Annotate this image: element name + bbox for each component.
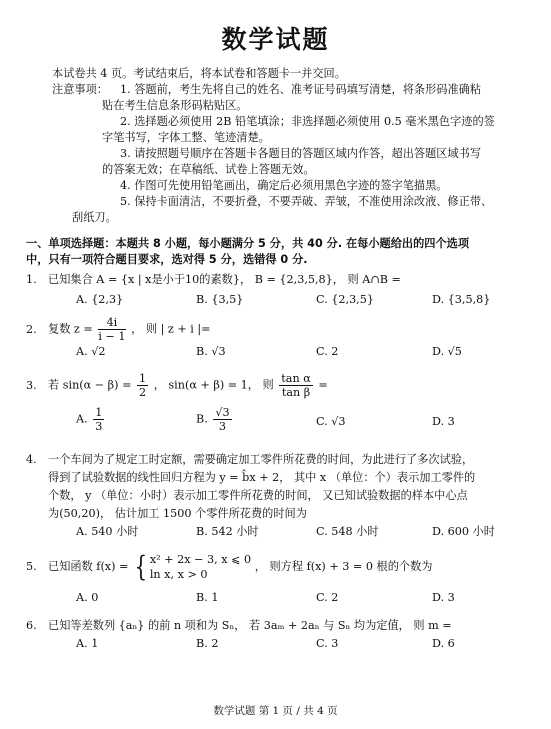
notice-line: 的答案无效；在草稿纸、试卷上答题无效。: [102, 163, 315, 176]
fraction-denominator: 3: [218, 420, 227, 433]
fraction-numerator: 1: [139, 372, 147, 385]
option-d: D. {3,5,8}: [432, 293, 491, 306]
question-number: 6.: [26, 619, 37, 632]
option-d: D. 600 小时: [432, 525, 495, 538]
question-4: [26, 452, 473, 468]
notice-line: 贴在考生信息条形码粘贴区。: [102, 99, 248, 112]
question-text: 已知函数 f(x) =: [48, 560, 129, 573]
option-a: [76, 406, 106, 433]
question-number: 5.: [26, 560, 37, 573]
fraction: [213, 406, 231, 433]
fraction-numerator: 4i: [98, 316, 125, 330]
notice-label: 注意事项：: [52, 83, 108, 96]
question-text: 得到了试验数据的线性回归方程为 y = b̂x + 2， 其中 x （单位：个）表示加工零件的: [48, 471, 476, 484]
fraction: [279, 372, 312, 399]
notice-line: 3. 请按照题号顺序在答题卡各题目的答题区域内作答，超出答题区域书写: [120, 147, 482, 160]
question-text: =: [318, 378, 328, 392]
option-b: B. {3,5}: [196, 293, 244, 306]
option-d: D. 3: [432, 591, 455, 604]
option-label: B.: [196, 412, 208, 426]
section-heading: 一、单项选择题：本题共 8 小题，每小题满分 5 分，共 40 分. 在每小题给出的四个选项: [26, 237, 470, 250]
question-6: [26, 618, 452, 634]
fraction-numerator: tan α: [281, 372, 311, 385]
option-c: C. {2,3,5}: [316, 293, 374, 306]
option-a: A. {2,3}: [76, 293, 124, 306]
question-number: 3.: [26, 378, 37, 392]
fraction: [137, 372, 148, 399]
option-a: A. √2: [76, 345, 106, 358]
page-footer: 数学试题 第 1 页 / 共 4 页: [213, 705, 338, 717]
fraction-denominator: tan β: [281, 386, 311, 399]
question-5: [26, 552, 432, 582]
fraction-numerator: 1: [95, 406, 103, 419]
option-a: A. 0: [76, 591, 99, 604]
option-label: A.: [76, 412, 88, 426]
fraction-denominator: 3: [95, 420, 103, 433]
option-c: C. 2: [316, 591, 339, 604]
case-line: x² + 2x − 3, x ⩽ 0: [149, 553, 252, 566]
option-c: C. √3: [316, 415, 346, 428]
question-text: ， 则 | z + i |=: [131, 322, 211, 336]
question-1: [26, 272, 401, 288]
question-text: 已知集合 A = {x | x是小于10的素数}， B = {2,3,5,8}， 则 A∩B =: [48, 273, 401, 286]
notice-line: 字笔书写，字体工整、笔迹清楚。: [102, 131, 270, 144]
fraction: [93, 406, 104, 433]
option-a: A. 1: [76, 637, 99, 650]
fraction: [98, 316, 125, 343]
notice-line: 4. 作图可先使用铅笔画出，确定后必须用黑色字迹的签字笔描黑。: [120, 179, 448, 192]
option-b: B. 2: [196, 637, 219, 650]
option-a: A. 540 小时: [76, 525, 139, 538]
option-c: C. 2: [316, 345, 339, 358]
question-3: [26, 372, 328, 399]
notice-line: 5. 保持卡面清洁，不要折叠，不要弄破、弄皱，不准使用涂改液、修正带、: [120, 195, 493, 208]
option-b: B. 1: [196, 591, 219, 604]
fraction-numerator: √3: [215, 406, 230, 419]
question-2: [26, 316, 211, 343]
fraction-denominator: i − 1: [98, 330, 126, 343]
notice-line: 刮纸刀。: [72, 211, 117, 224]
question-text: 为(50,20)， 估计加工 1500 个零件所花费的时间为: [48, 507, 307, 520]
section-heading-cont: 中，只有一项符合题目要求，选对得 5 分，选错得 0 分.: [26, 253, 308, 266]
option-b: [196, 406, 234, 433]
option-c: C. 3: [316, 637, 339, 650]
option-b: B. 542 小时: [196, 525, 259, 538]
question-text: 个数， y （单位：小时）表示加工零件所花费的时间， 又已知试验数据的样本中心点: [48, 489, 468, 502]
question-text: ， 则方程 f(x) + 3 = 0 根的个数为: [254, 560, 433, 573]
page-title: 数学试题: [221, 25, 330, 54]
fraction-denominator: 2: [139, 386, 147, 399]
case-line: ln x, x > 0: [149, 568, 208, 581]
left-brace: {: [134, 550, 148, 583]
question-text: 已知等差数列 {aₙ} 的前 n 项和为 Sₙ， 若 3aₘ + 2aₙ 与 Sₙ 均为定值， 则 m =: [48, 619, 452, 632]
question-number: 1.: [26, 273, 37, 286]
option-d: D. 6: [432, 637, 455, 650]
question-number: 2.: [26, 322, 37, 336]
piecewise-cases: [150, 552, 251, 582]
question-text: 一个车间为了规定工时定额，需要确定加工零件所花费的时间，为此进行了多次试验，: [48, 453, 474, 466]
option-b: B. √3: [196, 345, 226, 358]
question-text: 若 sin(α − β) =: [48, 378, 132, 392]
question-text: ， sin(α + β) = 1， 则: [153, 378, 274, 392]
option-d: D. 3: [432, 415, 455, 428]
notice-line: 1. 答题前，考生先将自己的姓名、准考证号码填写清楚，将条形码准确粘: [120, 83, 482, 96]
option-d: D. √5: [432, 345, 462, 358]
question-text: 复数 z =: [48, 322, 93, 336]
notice-line: 2. 选择题必须使用 2B 铅笔填涂；非选择题必须使用 0.5 毫米黑色字迹的签: [120, 115, 495, 128]
intro-text: 本试卷共 4 页。考试结束后，将本试卷和答题卡一并交回。: [52, 67, 346, 80]
option-c: C. 548 小时: [316, 525, 379, 538]
question-number: 4.: [26, 453, 37, 466]
